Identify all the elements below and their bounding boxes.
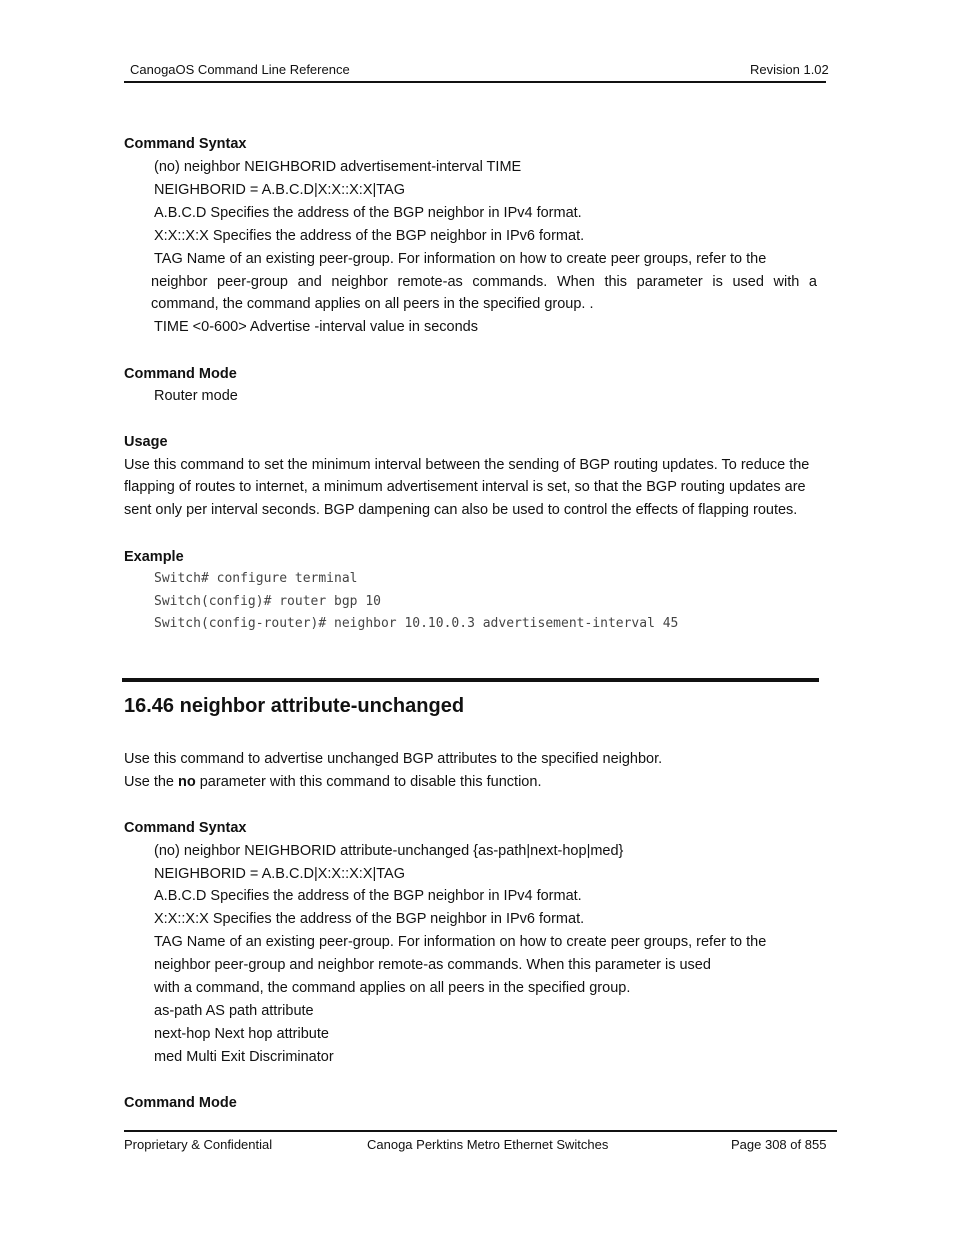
usage-line: Use this command to set the minimum interval between the sending of BGP routing updates. To reduce the (124, 457, 810, 473)
no-note-prefix: Use the (124, 774, 178, 790)
command-syntax-heading: Command Syntax (124, 820, 247, 836)
syntax-line: next-hop Next hop attribute (154, 1026, 329, 1042)
example-code-line: Switch(config)# router bgp 10 (154, 594, 381, 609)
footer-product: Canoga Perktins Metro Ethernet Switches (367, 1137, 609, 1152)
no-parameter-note (124, 774, 541, 790)
syntax-line: med Multi Exit Discriminator (154, 1049, 334, 1065)
example-code-line: Switch(config-router)# neighbor 10.10.0.3 advertisement-interval 45 (154, 616, 679, 631)
header-doc-title: CanogaOS Command Line Reference (130, 62, 350, 77)
syntax-line: (no) neighbor NEIGHBORID advertisement-interval TIME (154, 159, 522, 175)
usage-heading: Usage (124, 434, 168, 450)
syntax-line: (no) neighbor NEIGHBORID attribute-unchanged {as-path|next-hop|med} (154, 843, 624, 859)
syntax-line: X:X::X:X Specifies the address of the BGP neighbor in IPv6 format. (154, 911, 585, 927)
syntax-line: NEIGHBORID = A.B.C.D|X:X::X:X|TAG (154, 182, 406, 198)
syntax-line: as-path AS path attribute (154, 1003, 314, 1019)
no-keyword: no (178, 774, 196, 790)
syntax-line: A.B.C.D Specifies the address of the BGP neighbor in IPv4 format. (154, 205, 582, 221)
syntax-line: A.B.C.D Specifies the address of the BGP neighbor in IPv4 format. (154, 888, 582, 904)
section-intro: Use this command to advertise unchanged BGP attributes to the specified neighbor. (124, 751, 663, 767)
command-syntax-heading: Command Syntax (124, 136, 247, 152)
syntax-line: neighbor peer-group and neighbor remote-as commands. When this parameter is used with a (151, 274, 817, 290)
command-mode-heading: Command Mode (124, 366, 237, 382)
footer-page-number: Page 308 of 855 (731, 1137, 827, 1152)
example-code-line: Switch# configure terminal (154, 571, 358, 586)
syntax-line: NEIGHBORID = A.B.C.D|X:X::X:X|TAG (154, 866, 406, 882)
syntax-line: neighbor peer-group and neighbor remote-as commands. When this parameter is used (154, 957, 711, 973)
syntax-line: X:X::X:X Specifies the address of the BGP neighbor in IPv6 format. (154, 228, 585, 244)
usage-line: flapping of routes to internet, a minimum advertisement interval is set, so that the BGP routing updates are (124, 479, 806, 495)
section-title: 16.46 neighbor attribute-unchanged (124, 695, 465, 717)
header-rule (124, 81, 826, 83)
syntax-line: TIME <0-600> Advertise -interval value in seconds (154, 319, 478, 335)
no-note-suffix: parameter with this command to disable this function. (195, 774, 542, 790)
section-divider (122, 678, 819, 682)
footer-confidential: Proprietary & Confidential (124, 1137, 273, 1152)
command-mode-heading: Command Mode (124, 1095, 237, 1111)
syntax-line: command, the command applies on all peers in the specified group. . (151, 296, 594, 312)
syntax-line: TAG Name of an existing peer-group. For information on how to create peer groups, refer to the (154, 934, 767, 950)
header-revision: Revision 1.02 (750, 62, 829, 77)
command-mode-value: Router mode (154, 388, 238, 404)
example-heading: Example (124, 549, 184, 565)
syntax-line: TAG Name of an existing peer-group. For information on how to create peer groups, refer to the (154, 251, 767, 267)
footer-rule (124, 1130, 837, 1132)
syntax-line: with a command, the command applies on all peers in the specified group. (154, 980, 631, 996)
usage-line: sent only per interval seconds. BGP dampening can also be used to control the effects of flapping routes. (124, 502, 798, 518)
